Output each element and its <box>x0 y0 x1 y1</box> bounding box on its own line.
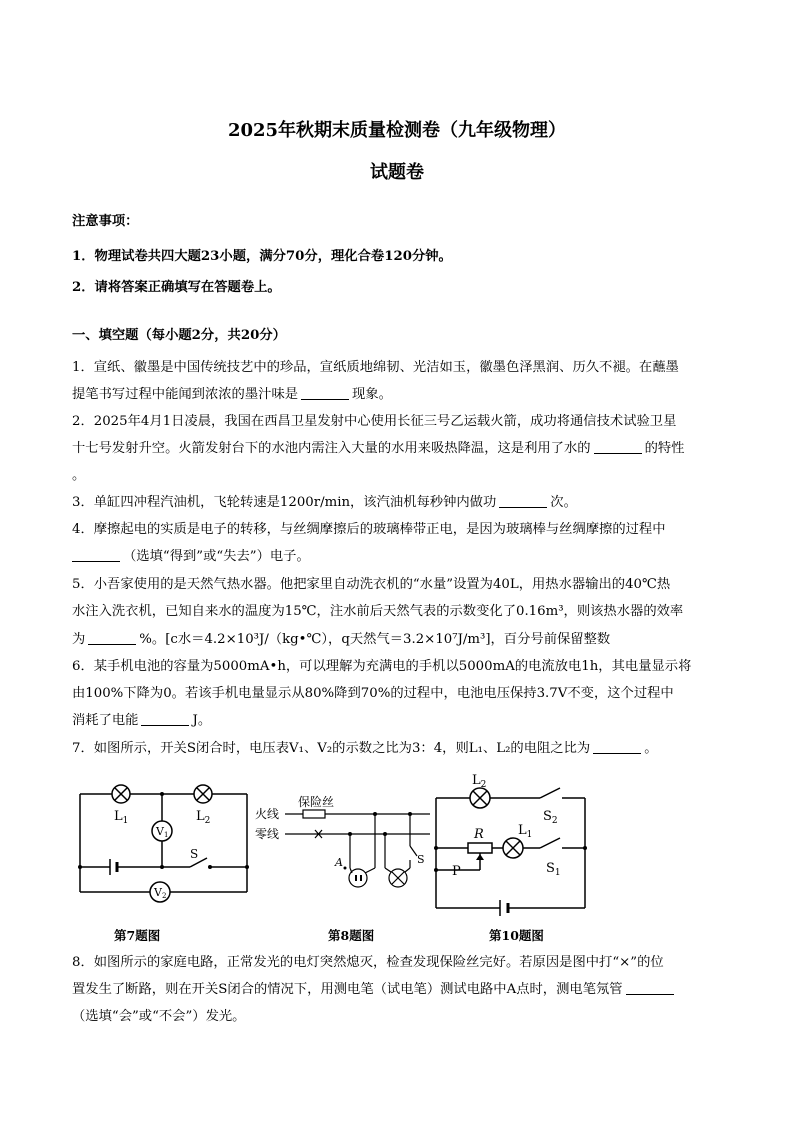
fig10-label-s2: $S_2$ <box>543 809 558 826</box>
question-8-line-1: 8．如图所示的家庭电路，正常发光的电灯突然熄灭，检查发现保险丝完好。若原因是图中打“×”的位 <box>72 955 664 970</box>
answer-blank <box>626 980 674 995</box>
question-5-line-1: 5．小吾家使用的是天然气热水器。他把家里自动洗衣机的“水量”设置为40L，用热水器输出的40℃热 <box>72 577 671 592</box>
fig7-label-s: S <box>190 847 199 861</box>
fig10-label-l1: $L_1$ <box>518 823 533 840</box>
figure-8-caption: 第8题图 <box>328 928 375 943</box>
fig10-label-p: P <box>452 864 461 879</box>
notice-item-2: 2．请将答案正确填写在答题卷上。 <box>72 280 281 295</box>
question-4-line-2 <box>72 547 310 567</box>
question-8-text: 置发生了断路，则在开关S闭合的情况下，用测电笔（试电笔）测试电路中A点时，测电笔氖管 <box>72 982 623 997</box>
question-1-text-end: 现象。 <box>352 387 392 402</box>
fig10-label-r: R <box>474 827 484 842</box>
fig7-label-l2: $L_2$ <box>196 809 211 826</box>
question-2-text: 十七号发射升空。火箭发射台下的水池内需注入大量的水用来吸热降温，这是利用了水的 <box>72 441 591 456</box>
exam-subtitle: 试题卷 <box>370 162 424 183</box>
figure-7-caption: 第7题图 <box>114 928 161 943</box>
question-7 <box>72 739 657 759</box>
question-6-text-end: J。 <box>192 713 212 728</box>
fig7-label-v1: V1 <box>156 825 169 839</box>
question-1-text: 提笔书写过程中能闻到浓浓的墨汁味是 <box>72 387 299 402</box>
question-4-text: （选填“得到”或“失去”）电子。 <box>123 549 310 564</box>
figure-8-circuit <box>255 788 435 903</box>
question-6-line-1: 6．某手机电池的容量为5000mA•h，可以理解为充满电的手机以5000mA的电流放电1h，其电量显示将 <box>72 659 692 674</box>
question-1-line-2 <box>72 385 392 405</box>
question-4-line-1: 4．摩擦起电的实质是电子的转移，与丝绸摩擦后的玻璃棒带正电，是因为玻璃棒与丝绸摩擦的过程中 <box>72 522 666 537</box>
question-5-line-2: 水注入洗衣机，已知自来水的温度为15℃，注水前后天然气表的示数变化了0.16m³，则该热水器的效率 <box>72 604 684 619</box>
question-5-line-3 <box>72 630 610 650</box>
question-5-text-end: %。[c水＝4.2×10³J/（kg•℃），q天然气＝3.2×10⁷J/m³]，百分号前保留整数 <box>139 632 611 647</box>
section-heading: 一、填空题（每小题2分，共20分） <box>72 328 286 343</box>
answer-blank <box>88 630 136 645</box>
question-3-text-end: 次。 <box>550 495 577 510</box>
question-3 <box>72 493 577 513</box>
question-6-line-2: 由100%下降为0。若该手机电量显示从80%降到70%的过程中，电池电压保持3.7V不变，这个过程中 <box>72 686 674 701</box>
fig10-label-l2: $L_2$ <box>472 773 487 790</box>
answer-blank <box>72 547 120 562</box>
answer-blank <box>141 711 189 726</box>
fig8-label-fuse: 保险丝 <box>298 795 335 809</box>
exam-title: 2025年秋期末质量检测卷（九年级物理） <box>227 120 567 141</box>
question-2-line-3: 。 <box>72 468 86 483</box>
answer-blank <box>301 385 349 400</box>
fig8-label-live: 火线 <box>255 807 280 821</box>
fig10-label-s1: $S_1$ <box>546 861 561 878</box>
question-2-line-1: 2．2025年4月1日凌晨，我国在西昌卫星发射中心使用长征三号乙运载火箭，成功将通信技术试验卫星 <box>72 414 677 429</box>
question-5-text: 为 <box>72 632 86 647</box>
notice-item-1: 1．物理试卷共四大题23小题，满分70分，理化合卷120分钟。 <box>72 249 452 264</box>
figure-7-circuit <box>72 772 262 912</box>
answer-blank <box>499 493 547 508</box>
question-8-line-3: （选填“会”或“不会”）发光。 <box>72 1009 246 1024</box>
question-6-text: 消耗了电能 <box>72 713 139 728</box>
question-7-text-end: 。 <box>644 741 658 756</box>
fig8-label-neutral: 零线 <box>255 827 280 841</box>
question-1-line-1: 1．宣纸、徽墨是中国传统技艺中的珍品，宣纸质地绵韧、光洁如玉，徽墨色泽黑润、历久不褪。在蘸墨 <box>72 360 679 375</box>
question-8-line-2 <box>72 980 677 1000</box>
answer-blank <box>594 439 642 454</box>
question-6-line-3 <box>72 711 211 731</box>
answer-blank <box>593 739 641 754</box>
figure-10-circuit <box>430 770 600 920</box>
fig8-label-s: S <box>417 853 425 866</box>
figure-10-caption: 第10题图 <box>489 928 544 943</box>
fig7-label-l1: $L_1$ <box>114 809 129 826</box>
question-3-text: 3．单缸四冲程汽油机，飞轮转速是1200r/min，该汽油机每秒钟内做功 <box>72 495 497 510</box>
question-2-line-2 <box>72 439 684 459</box>
fig7-label-v2: V2 <box>154 886 167 900</box>
question-7-text: 7．如图所示，开关S闭合时，电压表V₁、V₂的示数之比为3：4，则L₁、L₂的电阻之比为 <box>72 741 591 756</box>
notice-heading: 注意事项： <box>72 214 139 229</box>
question-2-text-end: 的特性 <box>644 441 685 456</box>
fig8-label-a: A <box>335 856 343 869</box>
